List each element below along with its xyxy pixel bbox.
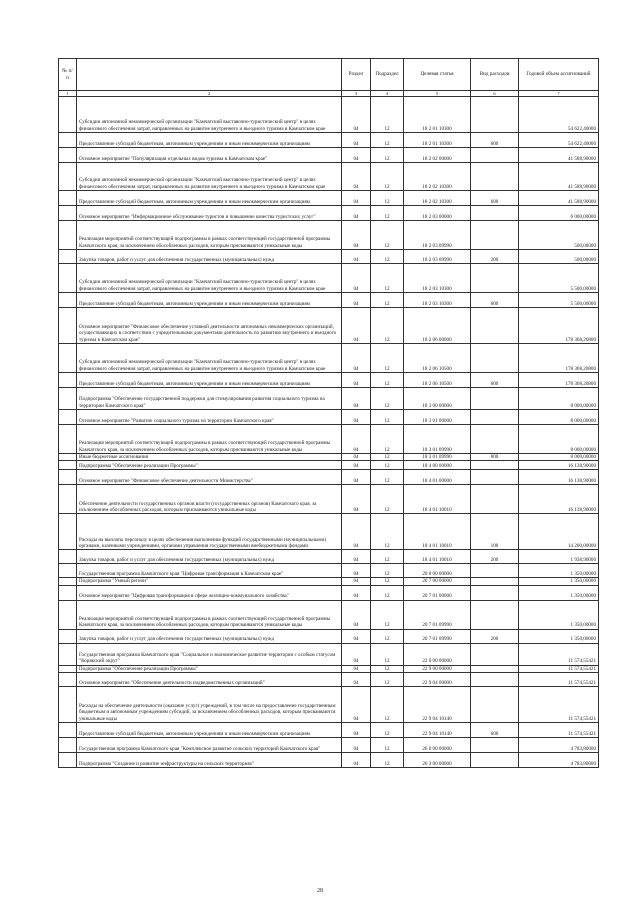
cell-sum: 1 938,90000	[519, 550, 599, 564]
cell-name: Основное мероприятие "Информационное обслуживание туристов и повышение качества туристских услуг"	[77, 206, 342, 221]
cell-vr	[471, 410, 519, 425]
cell-name: Предоставление субсидий бюджетным, автономным учреждениям и иным некоммерческим организациям	[77, 373, 342, 388]
cell-num	[59, 97, 77, 133]
cell-vr: 100	[471, 514, 519, 550]
cell-name: Реализация мероприятий соответствующей подпрограммы в рамках соответствующей государственной программы Камчатского края, за исключением обособленных расходов, которым присваиваются уникальные коды	[77, 600, 342, 629]
cell-vr	[471, 163, 519, 191]
cell-sum: 6 000,00000	[519, 206, 599, 221]
cell-num	[59, 665, 77, 672]
header-razdel: Раздел	[342, 59, 371, 91]
cell-sum: 4 783,80000	[519, 752, 599, 767]
cell-podrazdel: 12	[371, 722, 404, 737]
cell-razdel: 04	[342, 454, 371, 461]
table-row	[59, 461, 599, 470]
header-number: 2	[77, 91, 342, 97]
document-page	[58, 58, 598, 768]
cell-csr: 18 3 01 09990	[404, 454, 471, 461]
cell-num	[59, 485, 77, 514]
cell-name: Подпрограмма "Обеспечение реализации Программы"	[77, 461, 342, 470]
cell-sum: 1 350,00000	[519, 564, 599, 578]
cell-vr	[471, 206, 519, 221]
table-row	[59, 221, 599, 250]
cell-num	[59, 373, 77, 388]
cell-razdel: 04	[342, 410, 371, 425]
cell-razdel: 04	[342, 686, 371, 722]
cell-num	[59, 264, 77, 293]
cell-razdel: 04	[342, 221, 371, 250]
cell-name: Закупка товаров, работ и услуг для обеспечения государственных (муниципальных) нужд	[77, 629, 342, 643]
header-vr: Вид расходов	[471, 59, 519, 91]
cell-podrazdel: 12	[371, 643, 404, 665]
cell-num	[59, 293, 77, 308]
cell-name: Расходы на выплаты персоналу в целях обеспечения выполнения функций государственными (муниципальными) органами, казенными учреждениями, органами управления государственными внебюджетными фондами	[77, 514, 342, 550]
cell-csr: 18 2 06 10500	[404, 373, 471, 388]
table-row	[59, 470, 599, 485]
cell-podrazdel: 12	[371, 686, 404, 722]
cell-razdel: 04	[342, 752, 371, 767]
cell-podrazdel: 12	[371, 206, 404, 221]
cell-csr: 18 2 03 09990	[404, 250, 471, 264]
cell-name: Закупка товаров, работ и услуг для обеспечения государственных (муниципальных) нужд	[77, 250, 342, 264]
cell-sum: 1 350,00000	[519, 629, 599, 643]
table-row	[59, 191, 599, 206]
cell-sum: 16 138,90000	[519, 470, 599, 485]
table-row	[59, 264, 599, 293]
cell-sum: 178 368,20800	[519, 308, 599, 344]
cell-name: Основное мероприятие "Финансовое обеспечение уставной деятельности автономных некоммерческих организаций, осуществляющих в соответствии с учредительными документами деятельность по развитию внутреннего и въездного туризма в Камчатском крае"	[77, 308, 342, 344]
cell-csr: 18 2 01 10300	[404, 133, 471, 148]
cell-sum: 11 574,55421	[519, 722, 599, 737]
cell-csr: 18 2 01 10300	[404, 97, 471, 133]
cell-csr: 18 2 03 09990	[404, 221, 471, 250]
cell-vr	[471, 578, 519, 585]
cell-podrazdel: 12	[371, 737, 404, 752]
cell-sum: 11 574,55421	[519, 665, 599, 672]
cell-num	[59, 514, 77, 550]
cell-name: Предоставление субсидий бюджетным, автономным учреждениям и иным некоммерческим организациям	[77, 133, 342, 148]
cell-razdel: 04	[342, 585, 371, 600]
cell-num	[59, 672, 77, 686]
header-number: 7	[519, 91, 599, 97]
cell-razdel: 04	[342, 514, 371, 550]
cell-csr: 18 3 01 09990	[404, 425, 471, 454]
cell-num	[59, 344, 77, 373]
cell-num	[59, 585, 77, 600]
cell-razdel: 04	[342, 148, 371, 163]
cell-name: Обеспечение деятельности государственных органов власти (государственных органов) Камчатского края, за исключением обособленных расходов, которым присваиваются уникальные коды	[77, 485, 342, 514]
cell-csr: 20 7 00 00000	[404, 578, 471, 585]
header-csr: Целевая статья	[404, 59, 471, 91]
cell-name: Субсидии автономной некоммерческой организации "Камчатский выставочно-туристический центр" в целях финансового обеспечения затрат, направленных на развитие внутреннего и въездного туризма в Камчатском крае	[77, 163, 342, 191]
cell-vr: 600	[471, 133, 519, 148]
header-podrazdel: Подраздел	[371, 59, 404, 91]
table-body	[59, 97, 599, 768]
cell-vr	[471, 643, 519, 665]
table-row	[59, 133, 599, 148]
cell-vr	[471, 600, 519, 629]
cell-razdel: 04	[342, 425, 371, 454]
cell-razdel: 04	[342, 133, 371, 148]
cell-csr: 18 2 02 10300	[404, 163, 471, 191]
table-row	[59, 514, 599, 550]
cell-num	[59, 221, 77, 250]
cell-sum: 500,00000	[519, 250, 599, 264]
cell-csr: 18 2 06 00000	[404, 308, 471, 344]
cell-vr	[471, 264, 519, 293]
cell-name: Закупка товаров, работ и услуг для обеспечения государственных (муниципальных) нужд	[77, 550, 342, 564]
cell-vr	[471, 485, 519, 514]
cell-vr	[471, 585, 519, 600]
table-row	[59, 97, 599, 133]
table-row	[59, 163, 599, 191]
cell-razdel: 04	[342, 344, 371, 373]
cell-vr: 600	[471, 722, 519, 737]
cell-csr: 18 2 03 00000	[404, 206, 471, 221]
cell-name: Основное мероприятие "Цифровая трансформация в сфере жилищно-коммунального хозяйства"	[77, 585, 342, 600]
cell-podrazdel: 12	[371, 485, 404, 514]
cell-name: Государственная программа Камчатского края "Социальное и экономическое развитие территории с особым статусом "Корякский округ"	[77, 643, 342, 665]
cell-podrazdel: 12	[371, 250, 404, 264]
cell-csr: 22 9 04 10140	[404, 686, 471, 722]
cell-csr: 18 3 00 00000	[404, 388, 471, 410]
cell-vr: 600	[471, 373, 519, 388]
cell-vr	[471, 672, 519, 686]
cell-num	[59, 629, 77, 643]
table-row	[59, 454, 599, 461]
cell-vr	[471, 148, 519, 163]
cell-num	[59, 388, 77, 410]
cell-csr: 18 4 00 00000	[404, 461, 471, 470]
cell-name: Основное мероприятие "Развитие социального туризма на территории Камчатского края"	[77, 410, 342, 425]
cell-vr	[471, 97, 519, 133]
cell-sum: 11 574,55421	[519, 672, 599, 686]
cell-podrazdel: 12	[371, 344, 404, 373]
table-row	[59, 344, 599, 373]
cell-csr: 18 4 01 10010	[404, 514, 471, 550]
cell-name: Предоставление субсидий бюджетным, автономным учреждениям и иным некоммерческим организациям	[77, 293, 342, 308]
cell-vr: 800	[471, 454, 519, 461]
cell-name: Предоставление субсидий бюджетным, автономным учреждениям и иным некоммерческим организациям	[77, 722, 342, 737]
cell-csr: 26 3 00 00000	[404, 752, 471, 767]
header-sum: Годовой объем ассигнований	[519, 59, 599, 91]
cell-podrazdel: 12	[371, 293, 404, 308]
cell-sum: 54 622,40000	[519, 97, 599, 133]
cell-podrazdel: 12	[371, 578, 404, 585]
cell-sum: 8 000,00000	[519, 410, 599, 425]
table-row	[59, 206, 599, 221]
cell-num	[59, 737, 77, 752]
page-number: 28	[317, 888, 323, 894]
cell-num	[59, 722, 77, 737]
cell-sum: 11 574,55421	[519, 686, 599, 722]
cell-podrazdel: 12	[371, 461, 404, 470]
cell-razdel: 04	[342, 643, 371, 665]
cell-csr: 18 3 01 00000	[404, 410, 471, 425]
cell-vr	[471, 425, 519, 454]
cell-razdel: 04	[342, 373, 371, 388]
cell-name: Субсидии автономной некоммерческой организации "Камчатский выставочно-туристический центр" в целях финансового обеспечения затрат, направленных на развитие внутреннего и въездного туризма в Камчатском крае	[77, 264, 342, 293]
cell-num	[59, 454, 77, 461]
cell-num	[59, 578, 77, 585]
cell-num	[59, 133, 77, 148]
cell-razdel: 04	[342, 308, 371, 344]
cell-podrazdel: 12	[371, 410, 404, 425]
cell-razdel: 04	[342, 250, 371, 264]
cell-name: Подпрограмма "Обеспечение государственной поддержки для стимулирования развития социального туризма на территории Камчатского края"	[77, 388, 342, 410]
table-row	[59, 585, 599, 600]
cell-num	[59, 564, 77, 578]
cell-razdel: 04	[342, 264, 371, 293]
table-row	[59, 686, 599, 722]
cell-name: Основное мероприятие "Обеспечение деятельности подведомственных организаций"	[77, 672, 342, 686]
cell-csr: 18 2 03 10300	[404, 293, 471, 308]
cell-sum: 41 588,90000	[519, 163, 599, 191]
cell-num	[59, 148, 77, 163]
cell-razdel: 04	[342, 388, 371, 410]
cell-sum: 1 350,00000	[519, 585, 599, 600]
cell-podrazdel: 12	[371, 514, 404, 550]
cell-sum: 5 500,00000	[519, 293, 599, 308]
header-num: № п/п	[59, 59, 77, 91]
cell-num	[59, 461, 77, 470]
cell-sum: 1 350,00000	[519, 578, 599, 585]
cell-podrazdel: 12	[371, 388, 404, 410]
table-row	[59, 550, 599, 564]
cell-num	[59, 425, 77, 454]
cell-podrazdel: 12	[371, 470, 404, 485]
cell-csr: 18 4 01 10010	[404, 485, 471, 514]
cell-name: Субсидии автономной некоммерческой организации "Камчатский выставочно-туристический центр" в целях финансового обеспечения затрат, направленных на развитие внутреннего и въездного туризма в Камчатском крае	[77, 97, 342, 133]
cell-vr	[471, 388, 519, 410]
cell-csr: 22 0 00 00000	[404, 643, 471, 665]
cell-vr: 200	[471, 250, 519, 264]
cell-razdel: 04	[342, 550, 371, 564]
cell-vr	[471, 686, 519, 722]
cell-sum: 8 000,00000	[519, 425, 599, 454]
cell-csr: 22 9 04 10140	[404, 722, 471, 737]
cell-num	[59, 191, 77, 206]
cell-razdel: 04	[342, 485, 371, 514]
cell-razdel: 04	[342, 163, 371, 191]
cell-name: Государственная программа Камчатского края "Цифровая трансформация в Камчатском крае"	[77, 564, 342, 578]
cell-razdel: 04	[342, 600, 371, 629]
table-row	[59, 410, 599, 425]
cell-podrazdel: 12	[371, 97, 404, 133]
cell-podrazdel: 12	[371, 148, 404, 163]
table-row	[59, 373, 599, 388]
cell-podrazdel: 12	[371, 221, 404, 250]
cell-razdel: 04	[342, 629, 371, 643]
table-row	[59, 752, 599, 767]
cell-podrazdel: 12	[371, 665, 404, 672]
cell-razdel: 04	[342, 578, 371, 585]
cell-csr: 18 4 01 10010	[404, 550, 471, 564]
cell-razdel: 04	[342, 293, 371, 308]
cell-sum: 14 200,00000	[519, 514, 599, 550]
cell-name: Основное мероприятие "Финансовое обеспечение деятельности Министерства"	[77, 470, 342, 485]
cell-podrazdel: 12	[371, 191, 404, 206]
cell-podrazdel: 12	[371, 585, 404, 600]
cell-sum: 4 783,80000	[519, 737, 599, 752]
header-number: 3	[342, 91, 371, 97]
table-row	[59, 672, 599, 686]
header-number: 6	[471, 91, 519, 97]
cell-podrazdel: 12	[371, 425, 404, 454]
table-row	[59, 665, 599, 672]
table-row	[59, 485, 599, 514]
cell-podrazdel: 12	[371, 629, 404, 643]
cell-sum: 178 368,20800	[519, 344, 599, 373]
table-row	[59, 250, 599, 264]
cell-num	[59, 550, 77, 564]
cell-vr	[471, 752, 519, 767]
header-number: 5	[404, 91, 471, 97]
header-number: 1	[59, 91, 77, 97]
cell-name: Предоставление субсидий бюджетным, автономным учреждениям и иным некоммерческим организациям	[77, 191, 342, 206]
cell-name: Подпрограмма "Создание и развитие инфраструктуры на сельских территориях"	[77, 752, 342, 767]
header-number: 4	[371, 91, 404, 97]
cell-num	[59, 752, 77, 767]
cell-num	[59, 250, 77, 264]
cell-vr	[471, 564, 519, 578]
cell-podrazdel: 12	[371, 133, 404, 148]
cell-num	[59, 643, 77, 665]
cell-razdel: 04	[342, 206, 371, 221]
cell-name: Подпрограмма "Обеспечение реализации Программы"	[77, 665, 342, 672]
cell-vr	[471, 344, 519, 373]
cell-sum: 8 000,00000	[519, 454, 599, 461]
cell-vr: 600	[471, 293, 519, 308]
cell-razdel: 04	[342, 665, 371, 672]
table-row	[59, 737, 599, 752]
cell-csr: 20 0 00 00000	[404, 564, 471, 578]
cell-podrazdel: 12	[371, 264, 404, 293]
cell-sum: 11 574,55421	[519, 643, 599, 665]
cell-sum: 41 588,90000	[519, 148, 599, 163]
cell-name: Подпрограмма "Умный регион"	[77, 578, 342, 585]
cell-num	[59, 308, 77, 344]
cell-name: Субсидии автономной некоммерческой организации "Камчатский выставочно-туристический центр" в целях финансового обеспечения затрат, направленных на развитие внутреннего и въездного туризма в Камчатском крае	[77, 344, 342, 373]
cell-vr	[471, 665, 519, 672]
cell-csr: 18 2 06 10500	[404, 344, 471, 373]
cell-razdel: 04	[342, 191, 371, 206]
cell-csr: 18 2 02 10300	[404, 191, 471, 206]
cell-num	[59, 600, 77, 629]
cell-csr: 20 7 01 09990	[404, 629, 471, 643]
table-row	[59, 564, 599, 578]
cell-sum: 178 368,20800	[519, 373, 599, 388]
cell-csr: 18 4 01 00000	[404, 470, 471, 485]
cell-num	[59, 686, 77, 722]
cell-podrazdel: 12	[371, 454, 404, 461]
cell-name: Основное мероприятие "Популяризация отдельных видов туризма в Камчатском крае"	[77, 148, 342, 163]
table-row	[59, 600, 599, 629]
table-row	[59, 643, 599, 665]
table-row	[59, 308, 599, 344]
cell-csr: 20 7 01 09990	[404, 600, 471, 629]
cell-podrazdel: 12	[371, 752, 404, 767]
cell-podrazdel: 12	[371, 550, 404, 564]
cell-vr	[471, 308, 519, 344]
cell-podrazdel: 12	[371, 163, 404, 191]
cell-name: Реализация мероприятий соответствующей подпрограммы в рамках соответствующей государственной программы Камчатского края, за исключением обособленных расходов, которым присваиваются уникальные коды	[77, 425, 342, 454]
cell-csr: 18 2 03 10300	[404, 264, 471, 293]
cell-razdel: 04	[342, 737, 371, 752]
cell-sum: 1 350,00000	[519, 600, 599, 629]
cell-podrazdel: 12	[371, 308, 404, 344]
table-row	[59, 148, 599, 163]
cell-csr: 26 0 00 00000	[404, 737, 471, 752]
cell-podrazdel: 12	[371, 600, 404, 629]
cell-podrazdel: 12	[371, 564, 404, 578]
cell-csr: 18 2 02 00000	[404, 148, 471, 163]
header-name	[77, 59, 342, 91]
budget-table	[58, 58, 599, 768]
cell-vr	[471, 737, 519, 752]
table-row	[59, 293, 599, 308]
cell-podrazdel: 12	[371, 672, 404, 686]
table-row	[59, 722, 599, 737]
cell-sum: 5 500,00000	[519, 264, 599, 293]
cell-vr: 600	[471, 191, 519, 206]
cell-csr: 22 9 00 00000	[404, 665, 471, 672]
cell-vr	[471, 221, 519, 250]
cell-razdel: 04	[342, 97, 371, 133]
header-row	[59, 59, 599, 91]
cell-name: Расходы на обеспечение деятельности (оказание услуг) учреждений, в том числе на предоставление государственным бюджетным и автономным учреждениям субсидий, за исключением обособленных расходов, которым присваиваются уникальные коды	[77, 686, 342, 722]
cell-name: Государственная программа Камчатского края "Комплексное развитие сельских территорий Камчатского края"	[77, 737, 342, 752]
cell-vr: 200	[471, 629, 519, 643]
table-row	[59, 578, 599, 585]
cell-razdel: 04	[342, 672, 371, 686]
cell-razdel: 04	[342, 564, 371, 578]
cell-csr: 20 7 01 00000	[404, 585, 471, 600]
cell-num	[59, 410, 77, 425]
cell-vr	[471, 461, 519, 470]
cell-sum: 54 622,40000	[519, 133, 599, 148]
cell-sum: 500,00000	[519, 221, 599, 250]
table-row	[59, 388, 599, 410]
cell-razdel: 04	[342, 470, 371, 485]
cell-num	[59, 163, 77, 191]
table-row	[59, 629, 599, 643]
cell-sum: 41 588,90000	[519, 191, 599, 206]
table-row	[59, 425, 599, 454]
cell-podrazdel: 12	[371, 373, 404, 388]
cell-vr: 200	[471, 550, 519, 564]
cell-name: Иные бюджетные ассигнования	[77, 454, 342, 461]
cell-num	[59, 206, 77, 221]
cell-razdel: 04	[342, 461, 371, 470]
cell-name: Реализация мероприятий соответствующей подпрограммы в рамках соответствующей государственной программы Камчатского края, за исключением обособленных расходов, которым присваиваются уникальные коды	[77, 221, 342, 250]
cell-vr	[471, 470, 519, 485]
cell-sum: 16 138,90000	[519, 461, 599, 470]
cell-csr: 22 9 04 00000	[404, 672, 471, 686]
cell-sum: 16 138,90000	[519, 485, 599, 514]
cell-num	[59, 470, 77, 485]
cell-razdel: 04	[342, 722, 371, 737]
cell-sum: 8 000,00000	[519, 388, 599, 410]
